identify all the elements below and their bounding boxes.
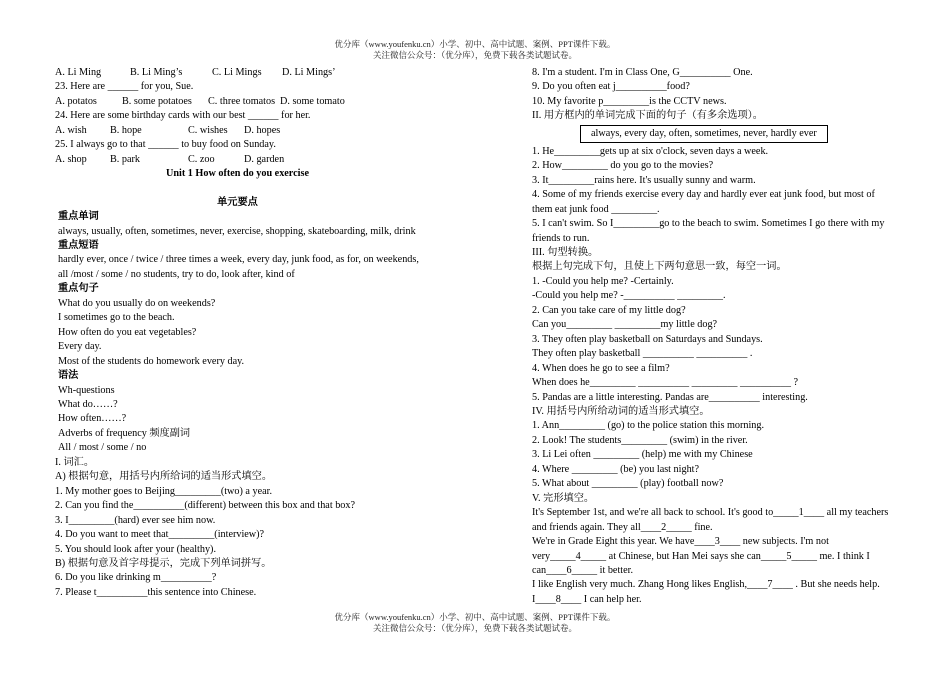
exercise-item: 3. I_________(hard) ever see him now.	[55, 514, 216, 526]
header-line-1: 优分库（www.youfenku.cn）小学、初中、高中试题、案例、PPT课件下载。	[334, 39, 616, 49]
summary-title: 单元要点	[217, 196, 258, 208]
option: C. three tomatos	[208, 95, 276, 107]
option: D. Li Mings’	[282, 67, 336, 78]
exercise-item: 2. Can you find the__________(different) between this box and that box?	[55, 500, 355, 512]
grammar-item: Wh-questions	[58, 384, 115, 396]
exercise-item: 10. My favorite p_________is the CCTV news.	[532, 95, 727, 107]
exercise-item: Can you_________ _________my little dog?	[532, 319, 718, 331]
grammar-heading: 语法	[58, 370, 79, 382]
grammar-item: All / most / some / no	[58, 442, 147, 454]
exercise-item: 3. They often play basketball on Saturdays and Sundays.	[532, 333, 763, 345]
question-24: 24. Here are some birthday cards with our best ______ for her.	[55, 110, 311, 122]
q25-options	[55, 153, 420, 167]
section-5-heading: V. 完形填空。	[532, 492, 595, 504]
q22-options	[55, 66, 420, 80]
words-heading: 重点单词	[58, 211, 99, 223]
exercise-item: 8. I'm a student. I'm in Class One, G__________ One.	[532, 67, 753, 78]
key-sentence: How often do you eat vegetables?	[58, 326, 197, 338]
page-header	[0, 39, 950, 61]
header-line-2: 关注微信公众号：（优分库），免费下载各类试题试卷。	[372, 50, 577, 60]
question-25: 25. I always go to that ______ to buy food on Sunday.	[55, 139, 276, 151]
section-4-heading: IV. 用括号内所给动词的适当形式填空。	[532, 405, 710, 417]
option: C. zoo	[188, 153, 215, 165]
option: A. wish	[55, 124, 87, 136]
section-3-heading: III. 句型转换。	[532, 246, 599, 258]
key-phrases: hardly ever, once / twice / three times a week, every day, junk food, as for, on weekends, all /most / some / no students, try to do, look after, kind of	[58, 254, 419, 280]
cloze-paragraph: It's September 1st, and we're all back to school. It's good to_____1____ all my teachers and friends again. They all____2_____ fine.	[532, 507, 889, 533]
cloze-paragraph: I like English very much. Zhang Hong likes English,____7____ . But she needs help. I____8____ I can help her.	[532, 579, 880, 605]
section-1-heading: I. 词汇。	[55, 456, 95, 468]
exercise-item: 2. How_________ do you go to the movies?	[532, 160, 714, 172]
cloze-paragraph: We're in Grade Eight this year. We have____3____ new subjects. I'm not very_____4_____ at Chinese, but Han Mei says she can_____5_____ me. I think I can____6_____ it better.	[532, 536, 870, 576]
option: C. Li Mings	[212, 67, 262, 78]
exercise-item: 1. My mother goes to Beijing_________(two) a year.	[55, 485, 273, 497]
section-3-instruction: 根据上句完成下句，且使上下两句意思一致，每空一词。	[532, 261, 787, 273]
grammar-item: How often……?	[58, 413, 127, 425]
key-sentence: Every day.	[58, 341, 102, 353]
option: B. some potatoes	[122, 95, 192, 107]
exercise-item: When does he_________ __________ _________ __________ ?	[532, 377, 798, 389]
left-column	[55, 66, 420, 600]
exercise-item: 7. Please t__________this sentence into Chinese.	[55, 586, 257, 598]
q24-options	[55, 124, 420, 138]
option: B. Li Ming’s	[130, 67, 183, 78]
exercise-item: 9. Do you often eat j__________food?	[532, 81, 690, 93]
q23-options	[55, 95, 420, 109]
exercise-item: 4. Some of my friends exercise every day and hardly ever eat junk food, but most of them eat junk food _________.	[532, 189, 875, 215]
exercise-item: 1. -Could you help me? -Certainly.	[532, 275, 674, 287]
option: C. wishes	[188, 124, 228, 136]
option: D. some tomato	[280, 95, 345, 107]
exercise-item: 3. It_________rains here. It's usually sunny and warm.	[532, 174, 756, 186]
part-b-instruction: B) 根据句意及首字母提示，完成下列单词拼写。	[55, 557, 272, 569]
footer-line-2: 关注微信公众号：（优分库），免费下载各类试题试卷。	[372, 623, 577, 633]
exercise-item: 6. Do you like drinking m__________?	[55, 572, 217, 584]
exercise-item: 5. You should look after your (healthy).	[55, 543, 216, 555]
exercise-item: 4. Do you want to meet that_________(interview)?	[55, 529, 265, 541]
exercise-item: 4. When does he go to see a film?	[532, 362, 670, 374]
word-box: always, every day, often, sometimes, never, hardly ever	[580, 125, 828, 143]
option: B. hope	[110, 124, 142, 136]
option: D. garden	[244, 153, 285, 165]
grammar-item: What do……?	[58, 398, 118, 410]
exercise-item: -Could you help me? -__________ _________.	[532, 290, 726, 302]
sentences-heading: 重点句子	[58, 283, 99, 295]
option: B. park	[110, 153, 140, 165]
option: A. potatos	[55, 95, 97, 107]
exercise-item: 1. Ann_________ (go) to the police station this morning.	[532, 420, 765, 432]
exercise-item: 2. Look! The students_________ (swim) in the river.	[532, 434, 748, 446]
exercise-item: 5. What about _________ (play) football now?	[532, 478, 724, 490]
phrases-heading: 重点短语	[58, 239, 99, 251]
page-footer	[0, 612, 950, 634]
unit-title: Unit 1 How often do you exercise	[166, 168, 309, 180]
grammar-item: Adverbs of frequency 频度副词	[58, 427, 191, 439]
exercise-item: 4. Where _________ (be) you last night?	[532, 463, 700, 475]
exercise-item: 2. Can you take care of my little dog?	[532, 304, 686, 316]
key-sentence: Most of the students do homework every day.	[58, 355, 245, 367]
part-a-instruction: A) 根据句意，用括号内所给词的适当形式填空。	[55, 471, 273, 483]
question-23: 23. Here are ______ for you, Sue.	[55, 81, 194, 93]
option: A. Li Ming	[55, 67, 102, 78]
option: A. shop	[55, 153, 87, 165]
key-sentence: What do you usually do on weekends?	[58, 297, 216, 309]
exercise-item: 5. I can't swim. So I_________go to the beach to swim. Sometimes I go there with my friends to run.	[532, 218, 885, 244]
exercise-item: 5. Pandas are a little interesting. Pandas are__________ interesting.	[532, 391, 808, 403]
option: D. hopes	[244, 124, 281, 136]
exercise-item: 3. Li Lei often _________ (help) me with my Chinese	[532, 449, 753, 461]
footer-line-1: 优分库（www.youfenku.cn）小学、初中、高中试题、案例、PPT课件下载。	[334, 612, 616, 622]
exercise-item: 1. He_________gets up at six o'clock, seven days a week.	[532, 145, 769, 157]
key-sentence: I sometimes go to the beach.	[58, 312, 175, 324]
exercise-item: They often play basketball __________ __________ .	[532, 348, 753, 360]
key-words: always, usually, often, sometimes, never, exercise, shopping, skateboarding, milk, drink	[58, 225, 416, 237]
right-column	[532, 66, 897, 607]
section-2-heading: II. 用方框内的单词完成下面的句子（有多余选项）。	[532, 110, 763, 122]
